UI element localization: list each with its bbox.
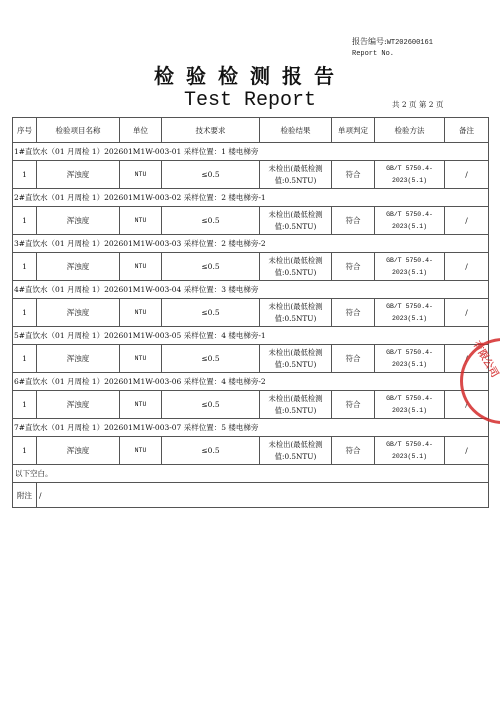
- col-header: 单位: [120, 118, 162, 143]
- cell-requirement: ≤0.5: [162, 161, 260, 189]
- table-row: [13, 437, 489, 465]
- cell-verdict: 符合: [332, 253, 375, 281]
- col-header: 检验方法: [375, 118, 445, 143]
- sample-group-title: 4#直饮水（01 月周检 1）202601M1W-003-04 采样位置：3 楼电梯旁: [13, 281, 489, 299]
- cell-result: 未检出(最低检测值:0.5NTU): [260, 161, 332, 189]
- end-note: 以下空白。: [13, 465, 489, 483]
- table-row: [13, 161, 489, 189]
- sample-group-title: 7#直饮水（01 月周检 1）202601M1W-003-07 采样位置：5 楼电梯旁: [13, 419, 489, 437]
- sample-group-title: 1#直饮水（01 月周检 1）202601M1W-003-01 采样位置：1 楼电梯旁: [13, 143, 489, 161]
- sample-group-title: 3#直饮水（01 月周检 1）202601M1W-003-03 采样位置：2 楼电梯旁-2: [13, 235, 489, 253]
- cell-method: GB/T 5750.4-2023(5.1): [375, 345, 445, 373]
- cell-no: 1: [13, 207, 37, 235]
- cell-requirement: ≤0.5: [162, 299, 260, 327]
- end-note-row: [13, 465, 489, 483]
- sample-group-title: 2#直饮水（01 月周检 1）202601M1W-003-02 采样位置：2 楼电梯旁-1: [13, 189, 489, 207]
- cell-unit: NTU: [120, 345, 162, 373]
- sample-group-row: [13, 235, 489, 253]
- cell-verdict: 符合: [332, 207, 375, 235]
- sample-group-row: [13, 281, 489, 299]
- cell-unit: NTU: [120, 207, 162, 235]
- cell-requirement: ≤0.5: [162, 253, 260, 281]
- page-info: 共 2 页 第 2 页: [392, 100, 444, 109]
- cell-remark: /: [445, 207, 489, 235]
- cell-item: 浑浊度: [37, 299, 120, 327]
- title-english: Test Report: [183, 89, 317, 112]
- cell-remark: /: [445, 437, 489, 465]
- col-header: 序号: [13, 118, 37, 143]
- cell-method: GB/T 5750.4-2023(5.1): [375, 437, 445, 465]
- cell-unit: NTU: [120, 391, 162, 419]
- remark-row: [13, 483, 489, 508]
- table-row: [13, 391, 489, 419]
- sample-group-row: [13, 189, 489, 207]
- table-header-row: [13, 118, 489, 143]
- cell-remark: /: [445, 161, 489, 189]
- cell-method: GB/T 5750.4-2023(5.1): [375, 161, 445, 189]
- sample-group-row: [13, 419, 489, 437]
- cell-result: 未检出(最低检测值:0.5NTU): [260, 437, 332, 465]
- cell-method: GB/T 5750.4-2023(5.1): [375, 207, 445, 235]
- cell-result: 未检出(最低检测值:0.5NTU): [260, 345, 332, 373]
- cell-unit: NTU: [120, 437, 162, 465]
- cell-no: 1: [13, 437, 37, 465]
- cell-item: 浑浊度: [37, 437, 120, 465]
- cell-remark: /: [445, 345, 489, 373]
- sample-group-row: [13, 143, 489, 161]
- cell-no: 1: [13, 299, 37, 327]
- col-header: 技术要求: [162, 118, 260, 143]
- cell-verdict: 符合: [332, 391, 375, 419]
- cell-item: 浑浊度: [37, 253, 120, 281]
- cell-result: 未检出(最低检测值:0.5NTU): [260, 299, 332, 327]
- cell-result: 未检出(最低检测值:0.5NTU): [260, 391, 332, 419]
- cell-result: 未检出(最低检测值:0.5NTU): [260, 253, 332, 281]
- report-number: [352, 36, 433, 60]
- seal-text: 有限公司: [470, 339, 500, 380]
- table-row: [13, 207, 489, 235]
- cell-method: GB/T 5750.4-2023(5.1): [375, 299, 445, 327]
- report-number-en: Report No.: [352, 50, 395, 58]
- cell-item: 浑浊度: [37, 391, 120, 419]
- cell-no: 1: [13, 161, 37, 189]
- sample-group-row: [13, 327, 489, 345]
- cell-no: 1: [13, 345, 37, 373]
- cell-verdict: 符合: [332, 161, 375, 189]
- remark-value: /: [37, 483, 489, 508]
- cell-unit: NTU: [120, 161, 162, 189]
- cell-requirement: ≤0.5: [162, 207, 260, 235]
- cell-no: 1: [13, 391, 37, 419]
- cell-verdict: 符合: [332, 299, 375, 327]
- cell-unit: NTU: [120, 253, 162, 281]
- cell-verdict: 符合: [332, 345, 375, 373]
- sample-group-row: [13, 373, 489, 391]
- cell-verdict: 符合: [332, 437, 375, 465]
- table-row: [13, 253, 489, 281]
- cell-requirement: ≤0.5: [162, 437, 260, 465]
- results-table: [12, 117, 489, 508]
- cell-method: GB/T 5750.4-2023(5.1): [375, 253, 445, 281]
- sample-group-title: 5#直饮水（01 月周检 1）202601M1W-003-05 采样位置：4 楼电梯旁-1: [13, 327, 489, 345]
- cell-item: 浑浊度: [37, 207, 120, 235]
- cell-unit: NTU: [120, 299, 162, 327]
- remark-label: 附注: [13, 483, 37, 508]
- col-header: 检验结果: [260, 118, 332, 143]
- sample-group-title: 6#直饮水（01 月周检 1）202601M1W-003-06 采样位置：4 楼电梯旁-2: [13, 373, 489, 391]
- table-row: [13, 299, 489, 327]
- report-number-value: WT202600161: [386, 39, 433, 47]
- cell-item: 浑浊度: [37, 161, 120, 189]
- table-row: [13, 345, 489, 373]
- col-header: 检验项目名称: [37, 118, 120, 143]
- cell-result: 未检出(最低检测值:0.5NTU): [260, 207, 332, 235]
- cell-no: 1: [13, 253, 37, 281]
- title-chinese: 检验检测报告: [154, 64, 346, 88]
- report-number-label: 报告编号:: [352, 37, 387, 46]
- cell-method: GB/T 5750.4-2023(5.1): [375, 391, 445, 419]
- col-header: 备注: [445, 118, 489, 143]
- cell-remark: /: [445, 253, 489, 281]
- cell-remark: /: [445, 299, 489, 327]
- col-header: 单项判定: [332, 118, 375, 143]
- cell-remark: /: [445, 391, 489, 419]
- cell-requirement: ≤0.5: [162, 391, 260, 419]
- cell-requirement: ≤0.5: [162, 345, 260, 373]
- cell-item: 浑浊度: [37, 345, 120, 373]
